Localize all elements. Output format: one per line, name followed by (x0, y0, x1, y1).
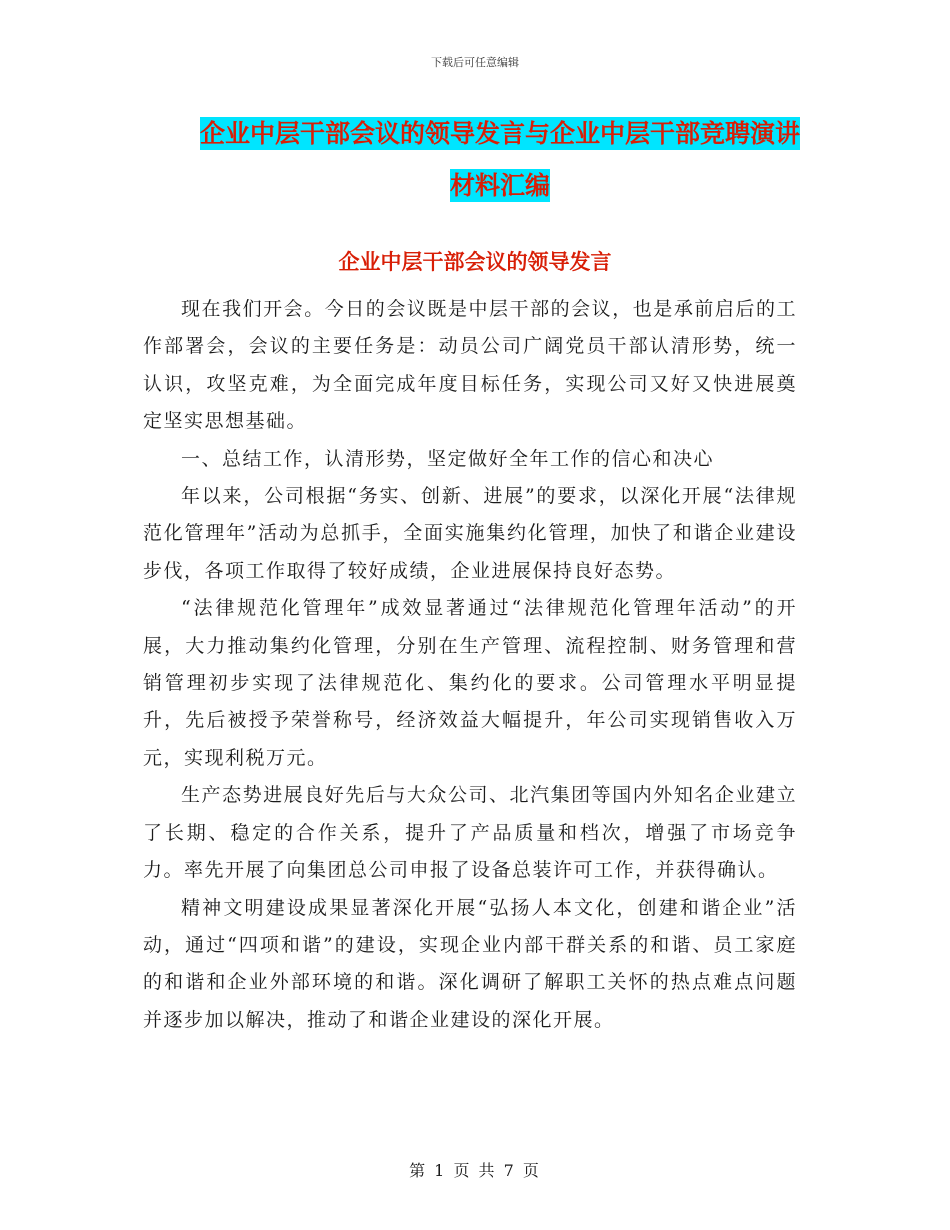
paragraph: 年以来，公司根据“务实、创新、进展”的要求，以深化开展“法律规范化管理年”活动为总抓手，全面实施集约化管理，加快了和谐企业建设步伐，各项工作取得了较好成绩，企业进展保持良好态势。 (143, 485, 797, 582)
paragraph: “法律规范化管理年”成效显著通过“法律规范化管理年活动”的开展，大力推动集约化管理，分别在生产管理、流程控制、财务管理和营销管理初步实现了法律规范化、集约化的要求。公司管理水平明显提升，先后被授予荣誉称号，经济效益大幅提升，年公司实现销售收入万元，实现利税万元。 (143, 597, 797, 769)
section-title: 企业中层干部会议的领导发言 (338, 249, 612, 274)
paragraph: 生产态势进展良好先后与大众公司、北汽集团等国内外知名企业建立了长期、稳定的合作关系，提升了产品质量和档次，增强了市场竞争力。率先开展了向集团总公司申报了设备总装许可工作，并获得确认。 (143, 784, 797, 882)
paragraph: 精神文明建设成果显著深化开展“弘扬人本文化，创建和谐企业”活动，通过“四项和谐”的建设，实现企业内部干群关系的和谐、员工家庭的和谐和企业外部环境的和谐。深化调研了解职工关怀的热点难点问题并逐步加以解决，推动了和谐企业建设的深化开展。 (143, 896, 797, 1031)
header-note: 下载后可任意编辑 (431, 56, 519, 69)
document-title-text: 企业中层干部会议的领导发言与企业中层干部竞聘演讲材料汇编 (199, 119, 800, 200)
document-title (190, 108, 810, 212)
page-footer: 第 1 页 共 7 页 (409, 1161, 541, 1180)
paragraph: 一、总结工作，认清形势，坚定做好全年工作的信心和决心 (181, 447, 715, 470)
paragraph: 现在我们开会。今日的会议既是中层干部的会议，也是承前启后的工作部署会，会议的主要任务是：动员公司广阔党员干部认清形势，统一认识，攻坚克难，为全面完成年度目标任务，实现公司又好又快进展奠定坚实思想基础。 (143, 298, 797, 433)
body-text (143, 291, 797, 1039)
